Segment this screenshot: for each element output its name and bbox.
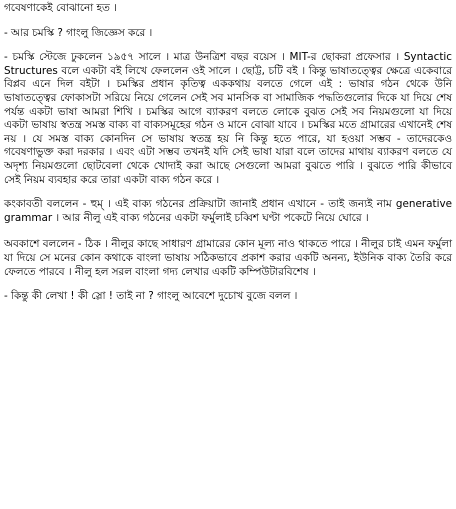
paragraph-gap: [4, 225, 452, 238]
paragraph-chomsky: - চমস্কি স্টেজে ঢুকলেন ১৯৫৭ সালে । মাত্র উনত্রিশ বছর বয়েস । MIT-র ছোকরা প্রফেসার । Syntactic Structures বলে একটা বই লিখে ফেললেন ওই সালে । ছোট্ট, চটি বই । কিন্তু ভাষাতত্ত্বের ক্ষেত্রে একেবারে বিপ্লব এনে দিল বইটা । চমস্কির প্রধান কৃতিত্ব এককথায় বলতে গেলে এই : ভাষার গঠন থেকে উনি ভাষাতত্ত্বের ফোকাসটা সরিয়ে নিয়ে গেলেন সেই সব মানসিক বা সামাজিক পদ্ধতিগুলোর দিকে যা দিয়ে শেষ পর্যন্ত একটা ভাষা আমরা শিখি । চমস্কির আগে ব্যাকরণ বলতে লোকে বুঝত সেই সব নিয়মগুলো যা দিয়ে একটা ভাষায় স্বতন্ত্র সমস্ত বাক্য বা বাক্যসমূহের গঠন ও মানে বোঝা যাবে । চমস্কির মতে গ্রামারের এখানেই শেষ নয় । যে সমস্ত বাক্য কোনদিন সে ভাষায় স্বতন্ত্র হয় নি কিন্তু হতে পারে, যা হওয়া সম্ভব - তাদেরকেও গবেষণাভুক্ত করা দরকার । এবং এটা সম্ভব তখনই যদি সেই ভাষা যারা বলে তাদের মাথায় ব্যাকরণ বলতে যে অদৃশ্য নিয়মগুলো ছোটবেলা থেকে খোদাই করা আছে সেগুলো আমরা বুঝতে পারি । বুঝতে পারি কীভাবে সেই নিয়ম ব্যবহার করে তারা একটা বাক্য গঠন করে ।: [4, 51, 452, 186]
paragraph-ganglu-question: - আর চমস্কি ? গাংলু জিজ্ঞেস করে ।: [4, 26, 153, 39]
paragraph-gap: [4, 16, 452, 27]
paragraph-gap: [4, 40, 452, 51]
paragraph-intro: গবেষণাকেই বোঝানো হত ।: [4, 2, 117, 14]
paragraph-gap: [4, 279, 452, 290]
paragraph-kankabati: কংকাবতী বললেন - হুম্ । এই বাক্য গঠনের প্রক্রিয়াটা জানাই প্রধান এখানে - তাই জন্যই নাম generative grammar । আর নীলু এই বাক্য গঠনের একটা ফর্মুলাই চব্বিশ ঘণ্টা পকেটে নিয়ে ঘোরে ।: [4, 198, 452, 224]
paragraph-abakash: অবকাশে বললেন - ঠিক । নীলুর কাছে সাধারণ গ্রামারের কোন মূল্য নাও থাকতে পারে । নীলুর চাই এমন ফর্মুলা যা দিয়ে সে মনের কোন কথাকে বাংলা ভাষায় সঠিকভাবে প্রকাশ করার একটি অনন্য, ইউনিক বাক্য তৈরি করে ফেলতে পারবে । নীলু হল সরল বাংলা গদ্য লেখার একটি কম্পিউটারবিশেষ ।: [4, 238, 452, 278]
paragraph-ganglu-closing: - কিন্তু কী লেখা ! কী স্লো ! তাই না ? গাংলু আবেশে দুচোখ বুজে বলল ।: [4, 290, 298, 303]
document-page: [4, 2, 452, 304]
paragraph-gap: [4, 187, 452, 198]
